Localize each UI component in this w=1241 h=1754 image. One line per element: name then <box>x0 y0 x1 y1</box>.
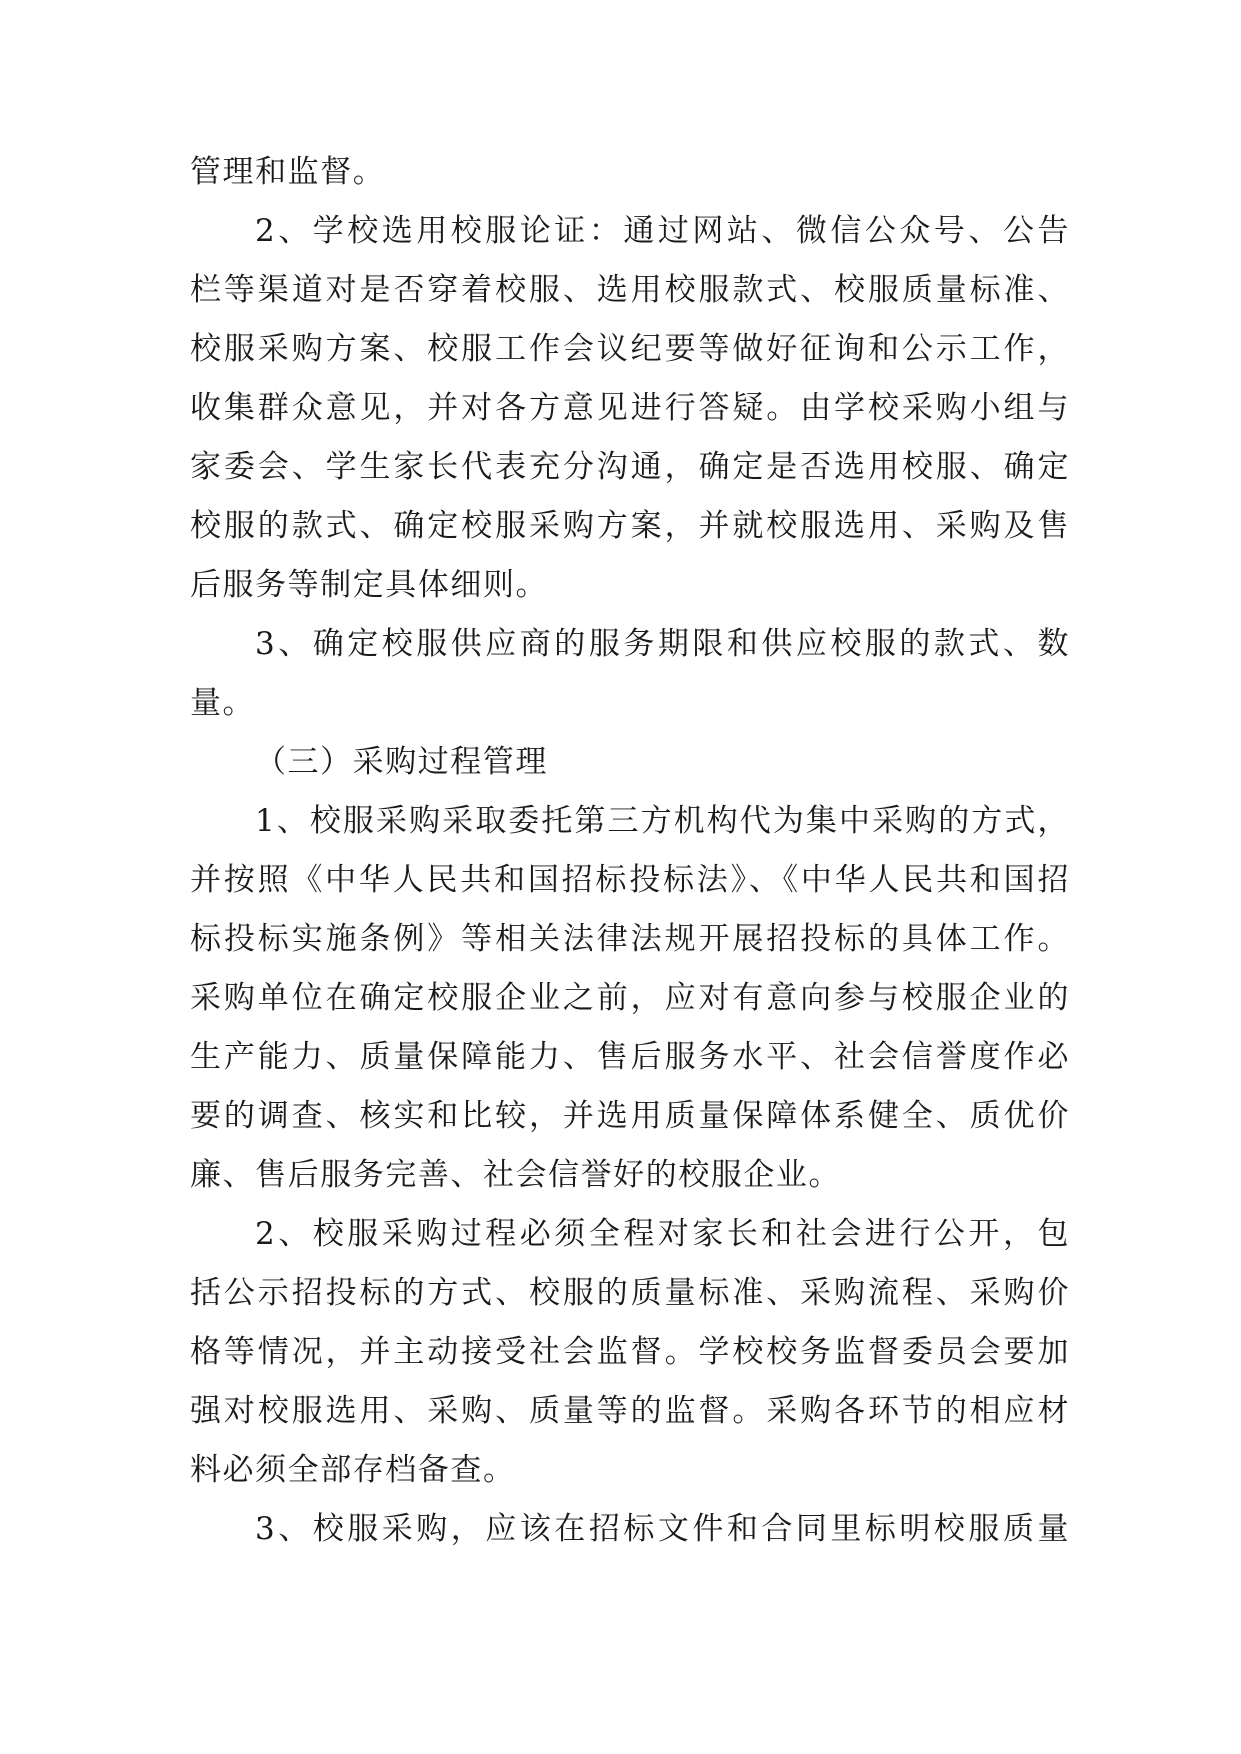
body-text-line: 采购单位在确定校服企业之前，应对有意向参与校服企业的 <box>190 980 1070 1016</box>
body-text-line: 并按照《中华人民共和国招标投标法》、《中华人民共和国招 <box>190 862 1070 898</box>
section-heading: （三）采购过程管理 <box>255 744 548 780</box>
body-text-line: 栏等渠道对是否穿着校服、选用校服款式、校服质量标准、 <box>190 272 1070 308</box>
body-text-line: 2、校服采购过程必须全程对家长和社会进行公开，包 <box>255 1216 1070 1252</box>
body-text-line: 格等情况，并主动接受社会监督。学校校务监督委员会要加 <box>190 1334 1070 1370</box>
body-text-line: 家委会、学生家长代表充分沟通，确定是否选用校服、确定 <box>190 449 1070 485</box>
body-text-line: 料必须全部存档备查。 <box>190 1452 516 1488</box>
body-text-line: 后服务等制定具体细则。 <box>190 567 549 603</box>
body-text-line: 收集群众意见，并对各方意见进行答疑。由学校采购小组与 <box>190 390 1070 426</box>
body-text-line: 标投标实施条例》等相关法律法规开展招投标的具体工作。 <box>190 921 1070 957</box>
body-text-line: 括公示招投标的方式、校服的质量标准、采购流程、采购价 <box>190 1275 1070 1311</box>
body-text-line: 强对校服选用、采购、质量等的监督。采购各环节的相应材 <box>190 1393 1070 1429</box>
body-text-line: 量。 <box>190 685 256 721</box>
body-text-line: 2、学校选用校服论证：通过网站、微信公众号、公告 <box>255 213 1070 249</box>
body-text-line: 要的调查、核实和比较，并选用质量保障体系健全、质优价 <box>190 1098 1070 1134</box>
body-text-line: 生产能力、质量保障能力、售后服务水平、社会信誉度作必 <box>190 1039 1070 1075</box>
body-text-line: 校服采购方案、校服工作会议纪要等做好征询和公示工作， <box>190 331 1070 367</box>
body-text-line: 管理和监督。 <box>190 154 386 190</box>
body-text-line: 1、校服采购采取委托第三方机构代为集中采购的方式， <box>255 803 1070 839</box>
body-text-line: 廉、售后服务完善、社会信誉好的校服企业。 <box>190 1157 841 1193</box>
body-text-line: 3、校服采购，应该在招标文件和合同里标明校服质量 <box>255 1511 1070 1547</box>
body-text-line: 校服的款式、确定校服采购方案，并就校服选用、采购及售 <box>190 508 1070 544</box>
body-text-line: 3、确定校服供应商的服务期限和供应校服的款式、数 <box>255 626 1070 662</box>
